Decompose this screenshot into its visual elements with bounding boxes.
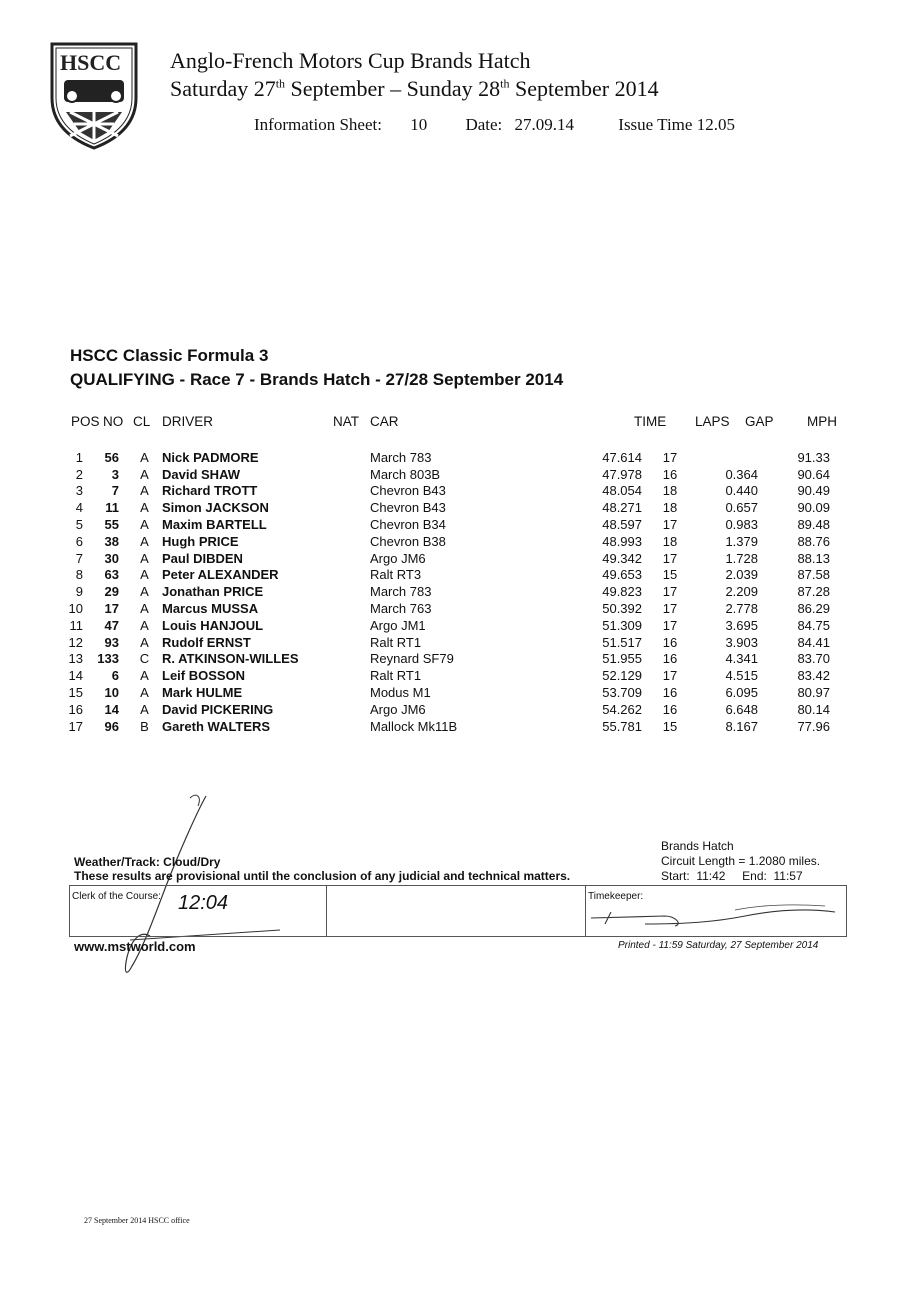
cell-class: A	[140, 584, 149, 600]
cell-car: Ralt RT1	[370, 668, 422, 684]
cell-laps: 16	[662, 701, 678, 717]
table-row	[68, 718, 830, 735]
cell-gap: 2.209	[725, 584, 758, 600]
cell-time: 48.993	[602, 533, 642, 549]
cell-laps: 17	[662, 668, 678, 684]
table-row	[68, 634, 830, 651]
cell-class: A	[140, 634, 149, 650]
cell-no: 133	[97, 651, 119, 667]
table-row	[68, 449, 830, 466]
cell-laps: 16	[662, 466, 678, 482]
col-pos: POS	[71, 414, 100, 429]
cell-driver: Peter ALEXANDER	[162, 567, 279, 583]
cell-time: 49.823	[602, 584, 642, 600]
cell-car: Reynard SF79	[370, 651, 454, 667]
cell-class: A	[140, 550, 149, 566]
cell-laps: 17	[662, 617, 678, 633]
printed-stamp: Printed - 11:59 Saturday, 27 September 2014	[618, 940, 819, 951]
cell-time: 50.392	[602, 601, 642, 617]
event-day1: Saturday 27	[170, 76, 276, 101]
cell-driver: Richard TROTT	[162, 483, 258, 499]
cell-time: 47.614	[602, 449, 642, 465]
cell-laps: 16	[662, 651, 678, 667]
cell-gap: 3.695	[725, 617, 758, 633]
cell-gap: 4.515	[725, 668, 758, 684]
cell-pos: 2	[75, 466, 83, 482]
cell-mph: 88.13	[797, 550, 830, 566]
cell-time: 53.709	[602, 685, 642, 701]
timekeeper-signature	[585, 894, 845, 934]
table-row	[68, 567, 830, 584]
event-day1-rest: September – Sunday 28	[285, 76, 501, 101]
table-row	[68, 667, 830, 684]
cell-gap: 6.095	[725, 685, 758, 701]
table-row	[68, 516, 830, 533]
cell-car: Modus M1	[370, 685, 431, 701]
cell-gap: 1.728	[725, 550, 758, 566]
table-row	[68, 701, 830, 718]
cell-pos: 10	[68, 601, 83, 617]
cell-no: 6	[111, 668, 119, 684]
cell-mph: 90.64	[797, 466, 830, 482]
cell-pos: 15	[68, 685, 83, 701]
cell-time: 48.597	[602, 517, 642, 533]
event-dates	[170, 76, 659, 102]
table-row	[68, 483, 830, 500]
date-label: Date:	[465, 115, 503, 134]
cell-class: A	[140, 617, 149, 633]
cell-car: Argo JM6	[370, 550, 426, 566]
table-row	[68, 617, 830, 634]
cell-pos: 13	[68, 651, 83, 667]
box-divider-1	[326, 886, 327, 936]
cell-car: March 763	[370, 601, 432, 617]
cell-pos: 8	[75, 567, 83, 583]
cell-laps: 18	[662, 500, 678, 516]
cell-driver: Leif BOSSON	[162, 668, 246, 684]
cell-class: A	[140, 601, 149, 617]
cell-class: B	[140, 718, 149, 734]
cell-class: A	[140, 466, 149, 482]
cell-mph: 88.76	[797, 533, 830, 549]
cell-class: A	[140, 533, 149, 549]
signature-box	[69, 885, 847, 937]
table-row	[68, 583, 830, 600]
cell-mph: 83.70	[797, 651, 830, 667]
cell-pos: 5	[75, 517, 83, 533]
cell-car: Ralt RT1	[370, 634, 422, 650]
cell-no: 7	[111, 483, 119, 499]
weather-track: Weather/Track: Cloud/Dry	[74, 855, 221, 869]
cell-mph: 87.58	[797, 567, 830, 583]
circuit-name: Brands Hatch	[661, 839, 734, 853]
cell-no: 63	[104, 567, 119, 583]
table-row	[68, 600, 830, 617]
cell-mph: 80.97	[797, 685, 830, 701]
info-sheet-number: 10	[410, 115, 428, 134]
cell-class: C	[139, 651, 150, 667]
cell-mph: 86.29	[797, 601, 830, 617]
cell-gap: 6.648	[725, 701, 758, 717]
cell-laps: 18	[662, 533, 678, 549]
col-laps: LAPS	[695, 414, 730, 429]
cell-laps: 17	[662, 601, 678, 617]
col-mph: MPH	[807, 414, 837, 429]
cell-gap: 4.341	[725, 651, 758, 667]
cell-class: A	[140, 483, 149, 499]
cell-car: Chevron B34	[370, 517, 446, 533]
info-sheet-label: Information Sheet:	[254, 115, 382, 134]
cell-car: Argo JM6	[370, 701, 426, 717]
cell-no: 30	[104, 550, 119, 566]
col-time: TIME	[634, 414, 667, 429]
cell-car: March 783	[370, 584, 432, 600]
table-row	[68, 466, 830, 483]
cell-laps: 17	[662, 550, 678, 566]
results-table	[68, 449, 830, 735]
cell-time: 54.262	[602, 701, 642, 717]
cell-no: 11	[105, 500, 119, 516]
cell-class: A	[140, 685, 149, 701]
cell-no: 93	[104, 634, 119, 650]
cell-time: 51.955	[602, 651, 642, 667]
column-headers	[0, 414, 920, 432]
cell-class: A	[140, 517, 149, 533]
cell-class: A	[140, 668, 149, 684]
cell-time: 49.342	[602, 550, 642, 566]
session-title: QUALIFYING - Race 7 - Brands Hatch - 27/28 September 2014	[70, 370, 564, 389]
series-title: HSCC Classic Formula 3	[70, 346, 269, 365]
table-row	[68, 651, 830, 668]
cell-laps: 18	[662, 483, 678, 499]
cell-laps: 16	[662, 685, 678, 701]
cell-driver: Marcus MUSSA	[162, 601, 259, 617]
cell-gap: 2.039	[725, 567, 758, 583]
cell-driver: Mark HULME	[162, 685, 243, 701]
cell-gap: 0.657	[725, 500, 758, 516]
cell-car: March 803B	[370, 466, 441, 482]
cell-gap: 0.983	[725, 517, 758, 533]
cell-pos: 9	[75, 584, 83, 600]
event-day1-sup: th	[275, 76, 286, 91]
cell-time: 55.781	[602, 718, 642, 734]
col-driver: DRIVER	[162, 414, 214, 429]
cell-time: 49.653	[602, 567, 642, 583]
cell-driver: David PICKERING	[162, 701, 274, 717]
table-row	[68, 533, 830, 550]
cell-mph: 87.28	[797, 584, 830, 600]
cell-driver: Maxim BARTELL	[162, 517, 267, 533]
event-title: Anglo-French Motors Cup Brands Hatch	[170, 48, 531, 73]
cell-mph: 84.75	[797, 617, 830, 633]
cell-pos: 16	[68, 701, 83, 717]
cell-mph: 84.41	[797, 634, 830, 650]
cell-mph: 77.96	[797, 718, 830, 734]
table-row	[68, 550, 830, 567]
cell-time: 51.517	[602, 634, 642, 650]
cell-driver: R. ATKINSON-WILLES	[162, 651, 299, 667]
cell-pos: 12	[68, 634, 83, 650]
cell-laps: 17	[662, 584, 678, 600]
event-day2-rest: September 2014	[509, 76, 659, 101]
cell-mph: 91.33	[797, 449, 830, 465]
start-end	[661, 869, 803, 883]
cell-no: 17	[104, 601, 119, 617]
issue-time: Issue Time 12.05	[618, 115, 735, 134]
cell-pos: 14	[68, 668, 83, 684]
cell-no: 56	[104, 449, 119, 465]
cell-car: Argo JM1	[370, 617, 426, 633]
event-day2-sup: th	[500, 76, 510, 91]
cell-time: 47.978	[602, 466, 642, 482]
timekeeper-label: Timekeeper:	[588, 891, 644, 902]
cell-driver: David SHAW	[162, 466, 241, 482]
cell-class: A	[140, 449, 149, 465]
cell-mph: 89.48	[797, 517, 830, 533]
cell-pos: 1	[75, 449, 83, 465]
cell-time: 48.271	[602, 500, 642, 516]
hscc-logo	[48, 40, 140, 152]
cell-driver: Nick PADMORE	[162, 449, 259, 465]
col-gap: GAP	[745, 414, 774, 429]
cell-time: 51.309	[602, 617, 642, 633]
cell-car: Chevron B43	[370, 483, 446, 499]
table-row	[68, 499, 830, 516]
cell-driver: Jonathan PRICE	[162, 584, 264, 600]
table-row	[68, 684, 830, 701]
cell-car: Chevron B43	[370, 500, 446, 516]
cell-laps: 15	[662, 567, 678, 583]
cell-class: A	[140, 500, 149, 516]
cell-pos: 4	[75, 500, 83, 516]
cell-car: Chevron B38	[370, 533, 446, 549]
cell-time: 48.054	[602, 483, 642, 499]
cell-gap: 1.379	[725, 533, 758, 549]
cell-mph: 90.49	[797, 483, 830, 499]
cell-no: 10	[104, 685, 119, 701]
cell-laps: 17	[662, 517, 678, 533]
cell-class: A	[140, 567, 149, 583]
website: www.mstworld.com	[74, 939, 196, 954]
cell-laps: 16	[662, 634, 678, 650]
cell-gap: 8.167	[725, 718, 758, 734]
cell-time: 52.129	[602, 668, 642, 684]
results-table-wrap	[68, 449, 830, 735]
cell-car: Mallock Mk11B	[370, 718, 458, 734]
cell-no: 14	[104, 701, 119, 717]
cell-driver: Louis HANJOUL	[162, 617, 264, 633]
cell-mph: 83.42	[797, 668, 830, 684]
col-nat: NAT	[333, 414, 359, 429]
cell-no: 96	[104, 718, 119, 734]
office-note: 27 September 2014 HSCC office	[84, 1216, 190, 1225]
clerk-handwritten-time: 12:04	[178, 892, 229, 914]
cell-driver: Paul DIBDEN	[162, 550, 243, 566]
cell-driver: Hugh PRICE	[162, 533, 239, 549]
cell-laps: 17	[662, 449, 678, 465]
cell-no: 55	[104, 517, 119, 533]
cell-gap: 2.778	[725, 601, 758, 617]
provisional-note: These results are provisional until the conclusion of any judicial and technical matters.	[74, 869, 571, 883]
col-no: NO	[103, 414, 124, 429]
start-end-text: Start: 11:42 End: 11:57	[661, 869, 803, 883]
info-line	[254, 115, 735, 135]
cell-pos: 17	[68, 718, 83, 734]
col-car: CAR	[370, 414, 399, 429]
cell-driver: Gareth WALTERS	[162, 718, 271, 734]
cell-car: March 783	[370, 449, 432, 465]
clerk-label: Clerk of the Course:	[72, 891, 161, 902]
cell-car: Ralt RT3	[370, 567, 422, 583]
cell-no: 29	[104, 584, 119, 600]
cell-mph: 90.09	[797, 500, 830, 516]
cell-pos: 7	[75, 550, 83, 566]
cell-mph: 80.14	[797, 701, 830, 717]
cell-driver: Simon JACKSON	[162, 500, 269, 516]
cell-no: 38	[104, 533, 119, 549]
cell-gap: 0.364	[725, 466, 758, 482]
cell-pos: 3	[75, 483, 83, 499]
circuit-length: Circuit Length = 1.2080 miles.	[661, 854, 821, 868]
cell-class: A	[140, 701, 149, 717]
cell-laps: 15	[662, 718, 678, 734]
col-cl: CL	[133, 414, 151, 429]
date-value: 27.09.14	[514, 115, 575, 134]
cell-driver: Rudolf ERNST	[162, 634, 251, 650]
cell-gap: 0.440	[725, 483, 758, 499]
cell-gap	[698, 449, 758, 466]
cell-pos: 11	[69, 617, 83, 633]
cell-pos: 6	[75, 533, 83, 549]
cell-gap: 3.903	[725, 634, 758, 650]
cell-no: 3	[111, 466, 119, 482]
logo-text: HSCC	[60, 50, 122, 75]
cell-no: 47	[104, 617, 119, 633]
